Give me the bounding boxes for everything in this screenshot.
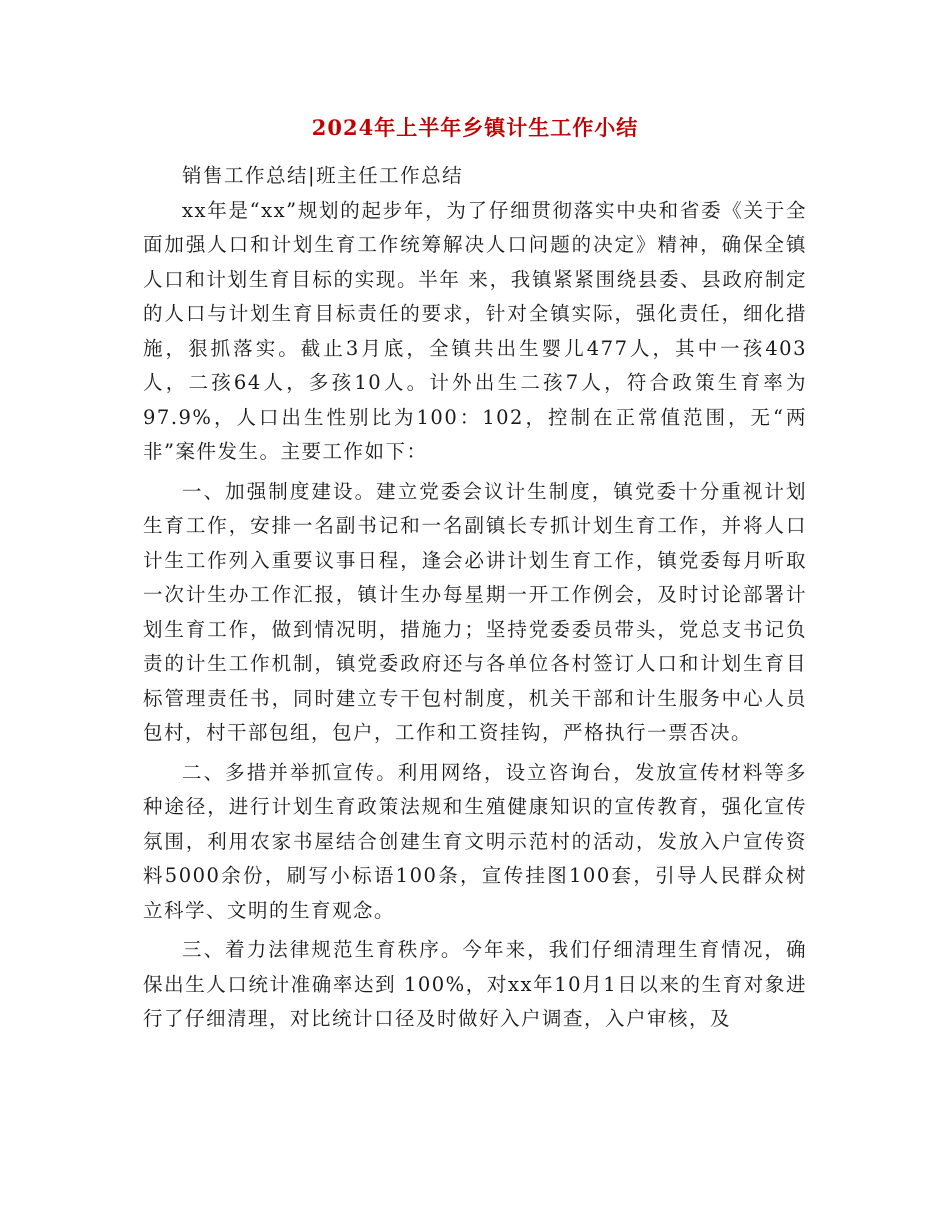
paragraph-intro: xx年是“xx”规划的起步年，为了仔细贯彻落实中央和省委《关于全面加强人口和计划生育工作统筹解决人口问题的决定》精神，确保全镇人口和计划生育目标的实现。半年 来，我镇紧紧围绕县委、县政府制定的人口与计划生育目标责任的要求，针对全镇实际，强化责任，细化措施，狠抓落实。截止3月底，全镇共出生婴儿477人，其中一孩403人，二孩64人，多孩10人。计外出生二孩7人，符合政策生育率为97.9%，人口出生性别比为100：102，控制在正常值范围，无“两非”案件发生。主要工作如下： [143, 198, 807, 463]
document-title: 2024年上半年乡镇计生工作小结 [311, 115, 639, 140]
paragraph-section-1: 一、加强制度建设。建立党委会议计生制度，镇党委十分重视计划生育工作，安排一名副书记和一名副镇长专抓计划生育工作，并将人口计生工作列入重要议事日程，逢会必讲计划生育工作，镇党委每月听取一次计生办工作汇报，镇计生办每星期一开工作例会，及时讨论部署计划生育工作，做到情况明，措施力；坚持党委委员带头，党总支书记负责的计生工作机制，镇党委政府还与各单位各村签订人口和计划生育目标管理责任书，同时建立专干包村制度，机关干部和计生服务中心人员包村，村干部包组，包户，工作和工资挂钩，严格执行一票否决。 [143, 479, 807, 744]
paragraph-section-2: 二、多措并举抓宣传。利用网络，设立咨询台，发放宣传材料等多种途径，进行计划生育政策法规和生殖健康知识的宣传教育，强化宣传氛围，利用农家书屋结合创建生育文明示范村的活动，发放入户宣传资料5000余份，刷写小标语100条，宣传挂图100套，引导人民群众树立科学、文明的生育观念。 [143, 760, 807, 922]
paragraph-section-3: 三、着力法律规范生育秩序。今年来，我们仔细清理生育情况，确保出生人口统计准确率达到 100%，对xx年10月1日以来的生育对象进行了仔细清理，对比统计口径及时做好入户调查，入户审核，及 [143, 938, 807, 1030]
paragraph-subtitle: 销售工作总结|班主任工作总结 [182, 164, 464, 187]
document-body [143, 159, 807, 1037]
